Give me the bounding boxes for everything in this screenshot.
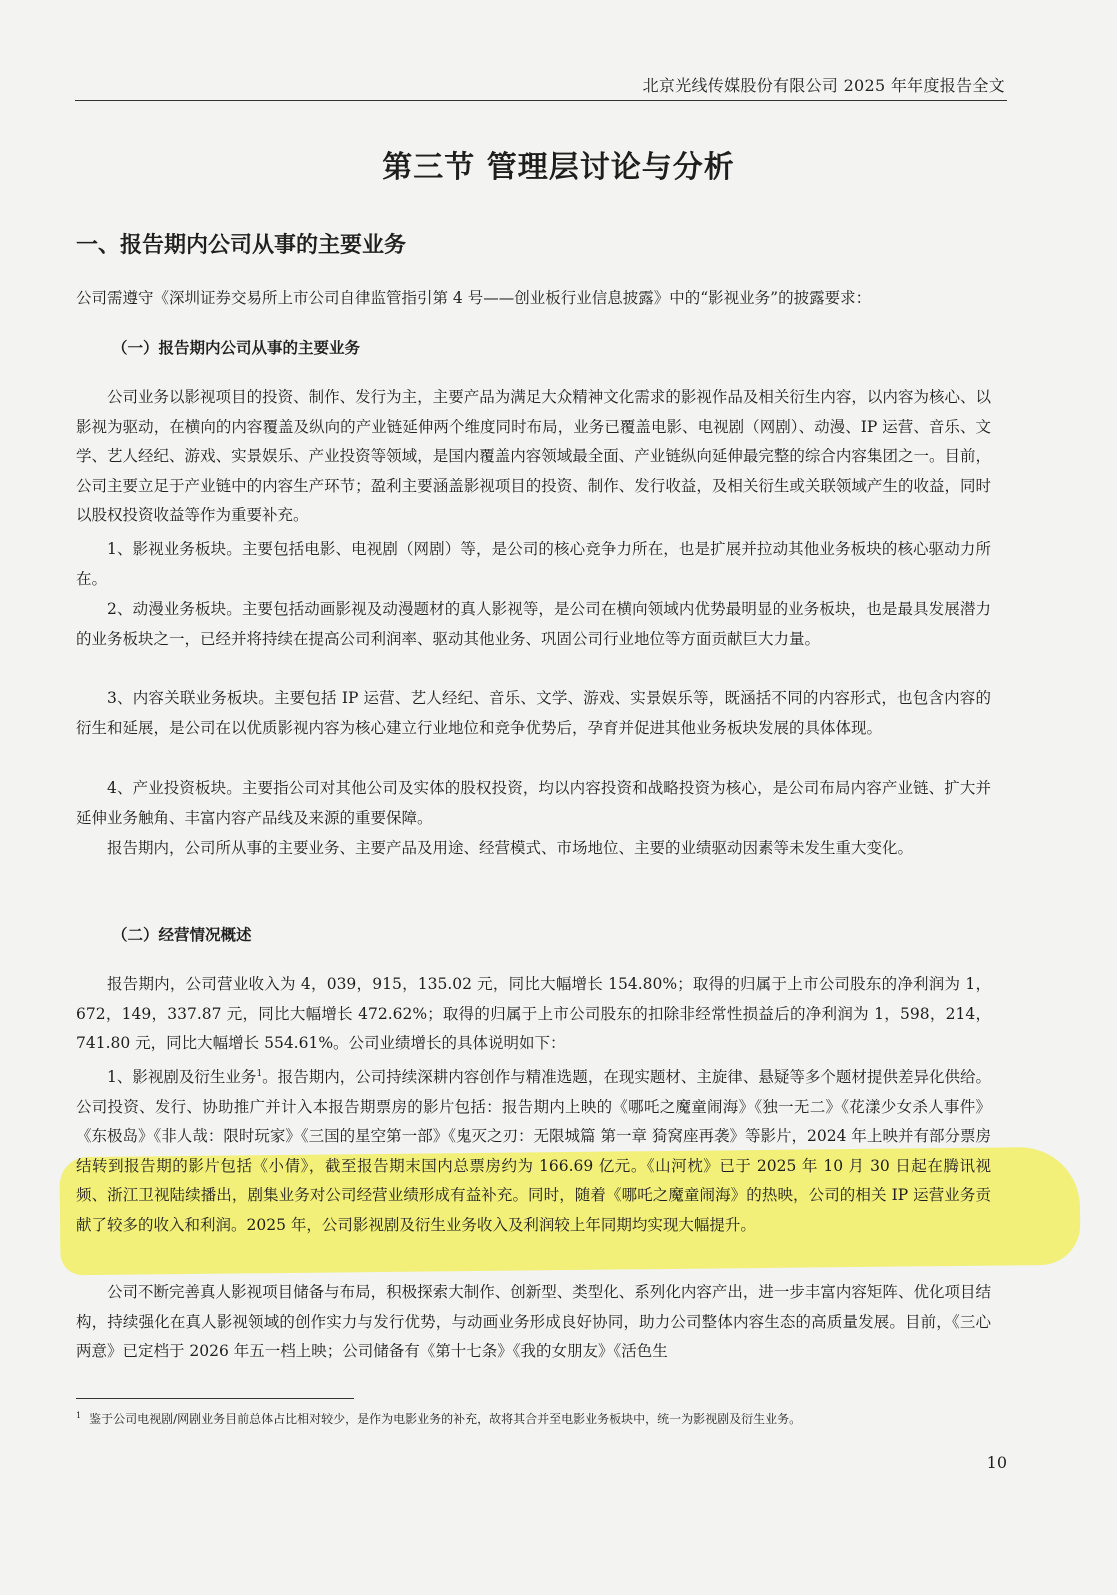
paragraph-content-segment: 3、内容关联业务板块。主要包括 IP 运营、艺人经纪、音乐、文学、游戏、实景娱乐等，既涵括不同的内容形式，也包含内容的衍生和延展，是公司在以优质影视内容为核心建立行业地位和竞争优势后，孕育并促进其他业务板块发展的具体体现。 xyxy=(76,689,991,737)
page-number: 10 xyxy=(986,1453,1007,1472)
subsection-2-title: （二）经营情况概述 xyxy=(112,926,252,944)
paragraph-financial-results: 报告期内，公司营业收入为 4，039，915，135.02 元，同比大幅增长 154.80%；取得的归属于上市公司股东的净利润为 1，672，149，337.87 元，同比大幅增长 472.62%；取得的归属于上市公司股东的扣除非经常性损益后的净利润为 1，598，214，741.80 元，同比大幅增长 554.61%。公司业绩增长的具体说明如下： xyxy=(76,975,991,1052)
paragraph-film-segment: 1、影视业务板块。主要包括电影、电视剧（网剧）等，是公司的核心竞争力所在，也是扩展并拉动其他业务板块的核心驱动力所在。 xyxy=(76,540,991,588)
heading-main-business: 一、报告期内公司从事的主要业务 xyxy=(76,233,407,258)
paragraph-animation-segment: 2、动漫业务板块。主要包括动画影视及动漫题材的真人影视等，是公司在横向领域内优势最明显的业务板块，也是最具发展潜力的业务板块之一，已经并将持续在提高公司利润率、驱动其他业务、巩固公司行业地位等方面贡献巨大力量。 xyxy=(76,600,991,648)
footnote xyxy=(76,1410,1006,1427)
paragraph-live-action-pipeline: 公司不断完善真人影视项目储备与布局，积极探索大制作、创新型、类型化、系列化内容产出，进一步丰富内容矩阵、优化项目结构，持续强化在真人影视领域的创作实力与发行优势，与动画业务形成良好协同，助力公司整体内容生态的高质量发展。目前，《三心两意》已定档于 2026 年五一档上映；公司储备有《第十七条》《我的女朋友》《活色生 xyxy=(76,1283,991,1360)
film-tv-body: 。报告期内，公司持续深耕内容创作与精准选题，在现实题材、主旋律、悬疑等多个题材提供差异化供给。公司投资、发行、协助推广并计入本报告期票房的影片包括：报告期内上映的《哪吒之魔童闹海》《独一无二》《花漾少女杀人事件》《东极岛》《非人哉：限时玩家》《三国的星空第一部》《鬼灭之刃：无限城篇 第一章 猗窝座再袭》等影片，2024 年上映并有部分票房结转到报告期的影片包括《小倩》，截至报告期末国内总票房约为 166.69 亿元。《山河枕》已于 2025 年 10 月 30 日起在腾讯视频、浙江卫视陆续播出，剧集业务对公司经营业绩形成有益补充。同时，随着《哪吒之魔童闹海》的热映，公司的相关 IP 运营业务贡献了较多的收入和利润。2025 年，公司影视剧及衍生业务收入及利润较上年同期均实现大幅提升。 xyxy=(76,1068,991,1234)
subsection-1-title: （一）报告期内公司从事的主要业务 xyxy=(112,339,361,357)
header-divider xyxy=(75,100,1007,101)
footnote-number: 1 xyxy=(76,1411,82,1420)
paragraph-investment-segment: 4、产业投资板块。主要指公司对其他公司及实体的股权投资，均以内容投资和战略投资为核心，是公司布局内容产业链、扩大并延伸业务触角、丰富内容产品线及来源的重要保障。 xyxy=(76,779,991,827)
paragraph-film-tv-business xyxy=(76,1060,991,1240)
paragraph-no-change: 报告期内，公司所从事的主要业务、主要产品及用途、经营模式、市场地位、主要的业绩驱动因素等未发生重大变化。 xyxy=(107,839,914,857)
page-header-title: 北京光线传媒股份有限公司 2025 年年度报告全文 xyxy=(642,76,1005,95)
intro-paragraph: 公司需遵守《深圳证券交易所上市公司自律监管指引第 4 号——创业板行业信息披露》中的“影视业务”的披露要求： xyxy=(76,289,872,307)
paragraph-business-overview: 公司业务以影视项目的投资、制作、发行为主，主要产品为满足大众精神文化需求的影视作品及相关衍生内容，以内容为核心、以影视为驱动，在横向的内容覆盖及纵向的产业链延伸两个维度同时布局，业务已覆盖电影、电视剧（网剧）、动漫、IP 运营、音乐、文学、艺人经纪、游戏、实景娱乐、产业投资等领域，是国内覆盖内容领域最全面、产业链纵向延伸最完整的综合内容集团之一。目前，公司主要立足于产业链中的内容生产环节；盈利主要涵盖影视项目的投资、制作、发行收益，及相关衍生或关联领域产生的收益，同时以股权投资收益等作为重要补充。 xyxy=(76,388,991,524)
footnote-marker: 1 xyxy=(256,1069,263,1079)
film-tv-lead: 1、影视剧及衍生业务 xyxy=(107,1068,257,1087)
footnote-divider xyxy=(76,1398,354,1399)
section-title: 第三节 管理层讨论与分析 xyxy=(382,150,735,185)
footnote-text: 鉴于公司电视剧/网剧业务目前总体占比相对较少，是作为电影业务的补充，故将其合并至电影业务板块中，统一为影视剧及衍生业务。 xyxy=(89,1412,802,1426)
